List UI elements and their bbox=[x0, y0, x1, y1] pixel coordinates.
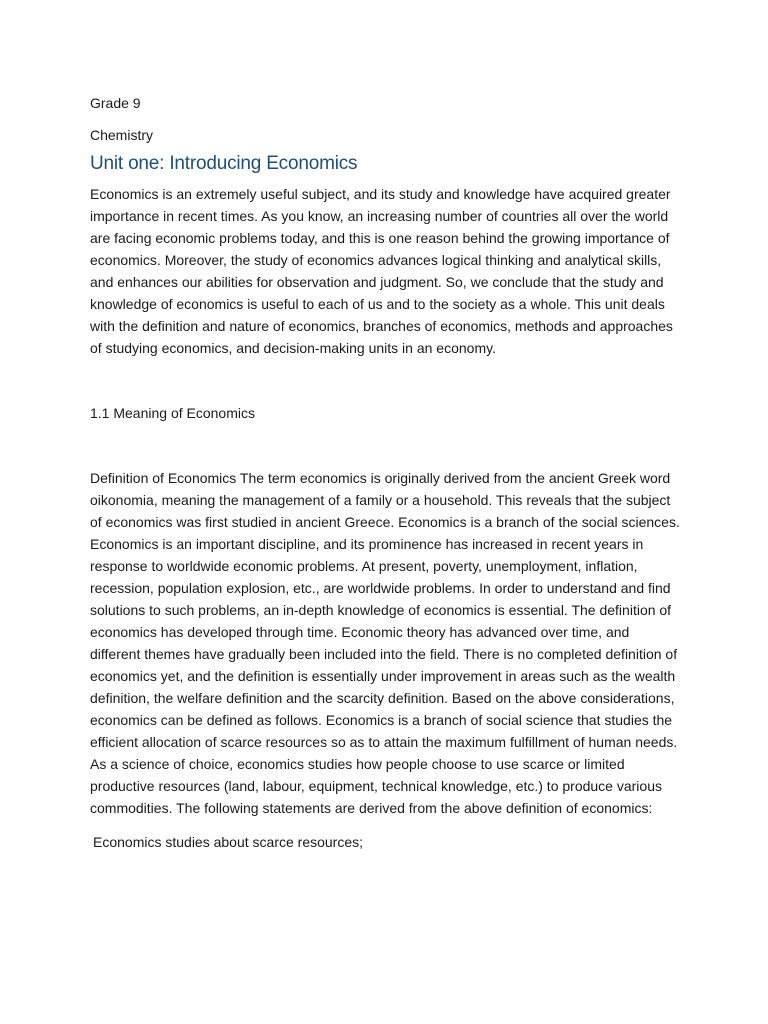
definition-paragraph: Definition of Economics The term economics is originally derived from the ancient Greek word oikonomia, meaning the management of a family or a household. This reveals that the subject of economics was first studied in ancient Greece. Economics is a branch of the social sciences. Economics is an important discipline, and its prominence has increased in recent years in response to worldwide economic problems. At present, poverty, unemployment, inflation, recession, population explosion, etc., are worldwide problems. In order to understand and find solutions to such problems, an in-depth knowledge of economics is essential. The definition of economics has developed through time. Economic theory has advanced over time, and different themes have gradually been included into the field. There is no completed definition of economics yet, and the definition is essentially under improvement in areas such as the wealth definition, the welfare definition and the scarcity definition. Based on the above considerations, economics can be defined as follows. Economics is a branch of social science that studies the efficient allocation of scarce resources so as to attain the maximum fulfillment of human needs. As a science of choice, economics studies how people choose to use scarce or limited productive resources (land, labour, equipment, technical knowledge, etc.) to produce various commodities. The following statements are derived from the above definition of economics: bbox=[90, 470, 680, 816]
intro-paragraph: Economics is an extremely useful subject, and its study and knowledge have acquired greater importance in recent times. As you know, an increasing number of countries all over the world are facing economic problems today, and this is one reason behind the growing importance of economics. Moreover, the study of economics advances logical thinking and analytical skills, and enhances our abilities for observation and judgment. So, we conclude that the study and knowledge of economics is useful to each of us and to the society as a whole. This unit deals with the definition and nature of economics, branches of economics, methods and approaches of studying economics, and decision-making units in an economy. bbox=[90, 186, 673, 356]
grade-label: Grade 9 bbox=[90, 95, 141, 111]
subject-label: Chemistry bbox=[90, 127, 154, 143]
section-heading: 1.1 Meaning of Economics bbox=[90, 405, 255, 421]
statement-item: Economics studies about scarce resources; bbox=[93, 834, 364, 850]
unit-title: Unit one: Introducing Economics bbox=[90, 153, 358, 174]
